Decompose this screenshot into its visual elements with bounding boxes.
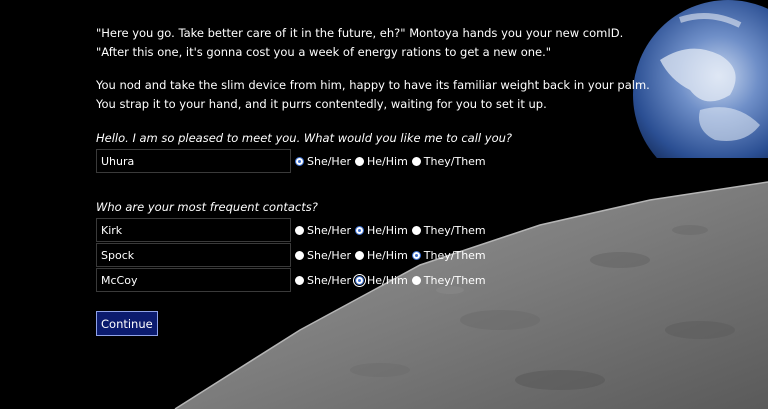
self-pronoun-they[interactable] xyxy=(410,155,486,168)
self-name-prompt: Hello. I am so pleased to meet you. What would you like me to call you? xyxy=(96,131,512,145)
contact-name-input-2[interactable] xyxy=(96,243,291,267)
contact-row xyxy=(96,268,656,292)
pronoun-label: They/Them xyxy=(423,248,486,262)
radio-icon[interactable] xyxy=(412,276,421,285)
self-pronoun-she[interactable] xyxy=(293,155,351,168)
radio-icon[interactable] xyxy=(295,157,304,166)
radio-icon[interactable] xyxy=(355,157,364,166)
story-paragraph-2: You nod and take the slim device from him, happy to have its familiar weight back in your palm. You strap it to your hand, and it purrs contentedly, waiting for you to set it up. xyxy=(96,78,650,111)
self-row xyxy=(96,149,656,173)
pronoun-label: He/Him xyxy=(367,154,408,168)
radio-icon[interactable] xyxy=(295,226,304,235)
pronoun-label: They/Them xyxy=(423,154,486,168)
contact-1-pronoun-she[interactable] xyxy=(293,224,351,237)
pronoun-label: They/Them xyxy=(423,223,486,237)
contact-1-pronoun-they[interactable] xyxy=(410,224,486,237)
pronoun-label: She/Her xyxy=(307,223,351,237)
radio-icon[interactable] xyxy=(412,251,421,260)
radio-icon[interactable] xyxy=(355,276,364,285)
self-name-input[interactable] xyxy=(96,149,291,173)
story-paragraph-1: "Here you go. Take better care of it in the future, eh?" Montoya hands you your new comID. "After this one, it's gonna cost you a week of energy rations to get a new one." xyxy=(96,26,624,59)
pronoun-label: He/Him xyxy=(367,248,408,262)
pronoun-label: He/Him xyxy=(367,273,408,287)
self-pronoun-he[interactable] xyxy=(353,155,408,168)
pronoun-label: They/Them xyxy=(423,273,486,287)
radio-icon[interactable] xyxy=(412,157,421,166)
contact-3-pronoun-he[interactable] xyxy=(353,274,408,287)
contact-3-pronoun-she[interactable] xyxy=(293,274,351,287)
contact-row xyxy=(96,243,656,267)
contact-name-input-3[interactable] xyxy=(96,268,291,292)
pronoun-label: He/Him xyxy=(367,223,408,237)
contacts-prompt: Who are your most frequent contacts? xyxy=(96,200,318,214)
radio-icon[interactable] xyxy=(355,226,364,235)
pronoun-label: She/Her xyxy=(307,248,351,262)
contact-row xyxy=(96,218,656,242)
contact-2-pronoun-they[interactable] xyxy=(410,249,486,262)
radio-icon[interactable] xyxy=(295,276,304,285)
contact-1-pronoun-he[interactable] xyxy=(353,224,408,237)
contact-name-input-1[interactable] xyxy=(96,218,291,242)
pronoun-label: She/Her xyxy=(307,154,351,168)
story-panel xyxy=(96,24,656,336)
contact-2-pronoun-he[interactable] xyxy=(353,249,408,262)
radio-icon[interactable] xyxy=(355,251,364,260)
radio-icon[interactable] xyxy=(295,251,304,260)
contact-3-pronoun-they[interactable] xyxy=(410,274,486,287)
contact-2-pronoun-she[interactable] xyxy=(293,249,351,262)
continue-button[interactable]: Continue xyxy=(96,311,158,336)
radio-icon[interactable] xyxy=(412,226,421,235)
pronoun-label: She/Her xyxy=(307,273,351,287)
